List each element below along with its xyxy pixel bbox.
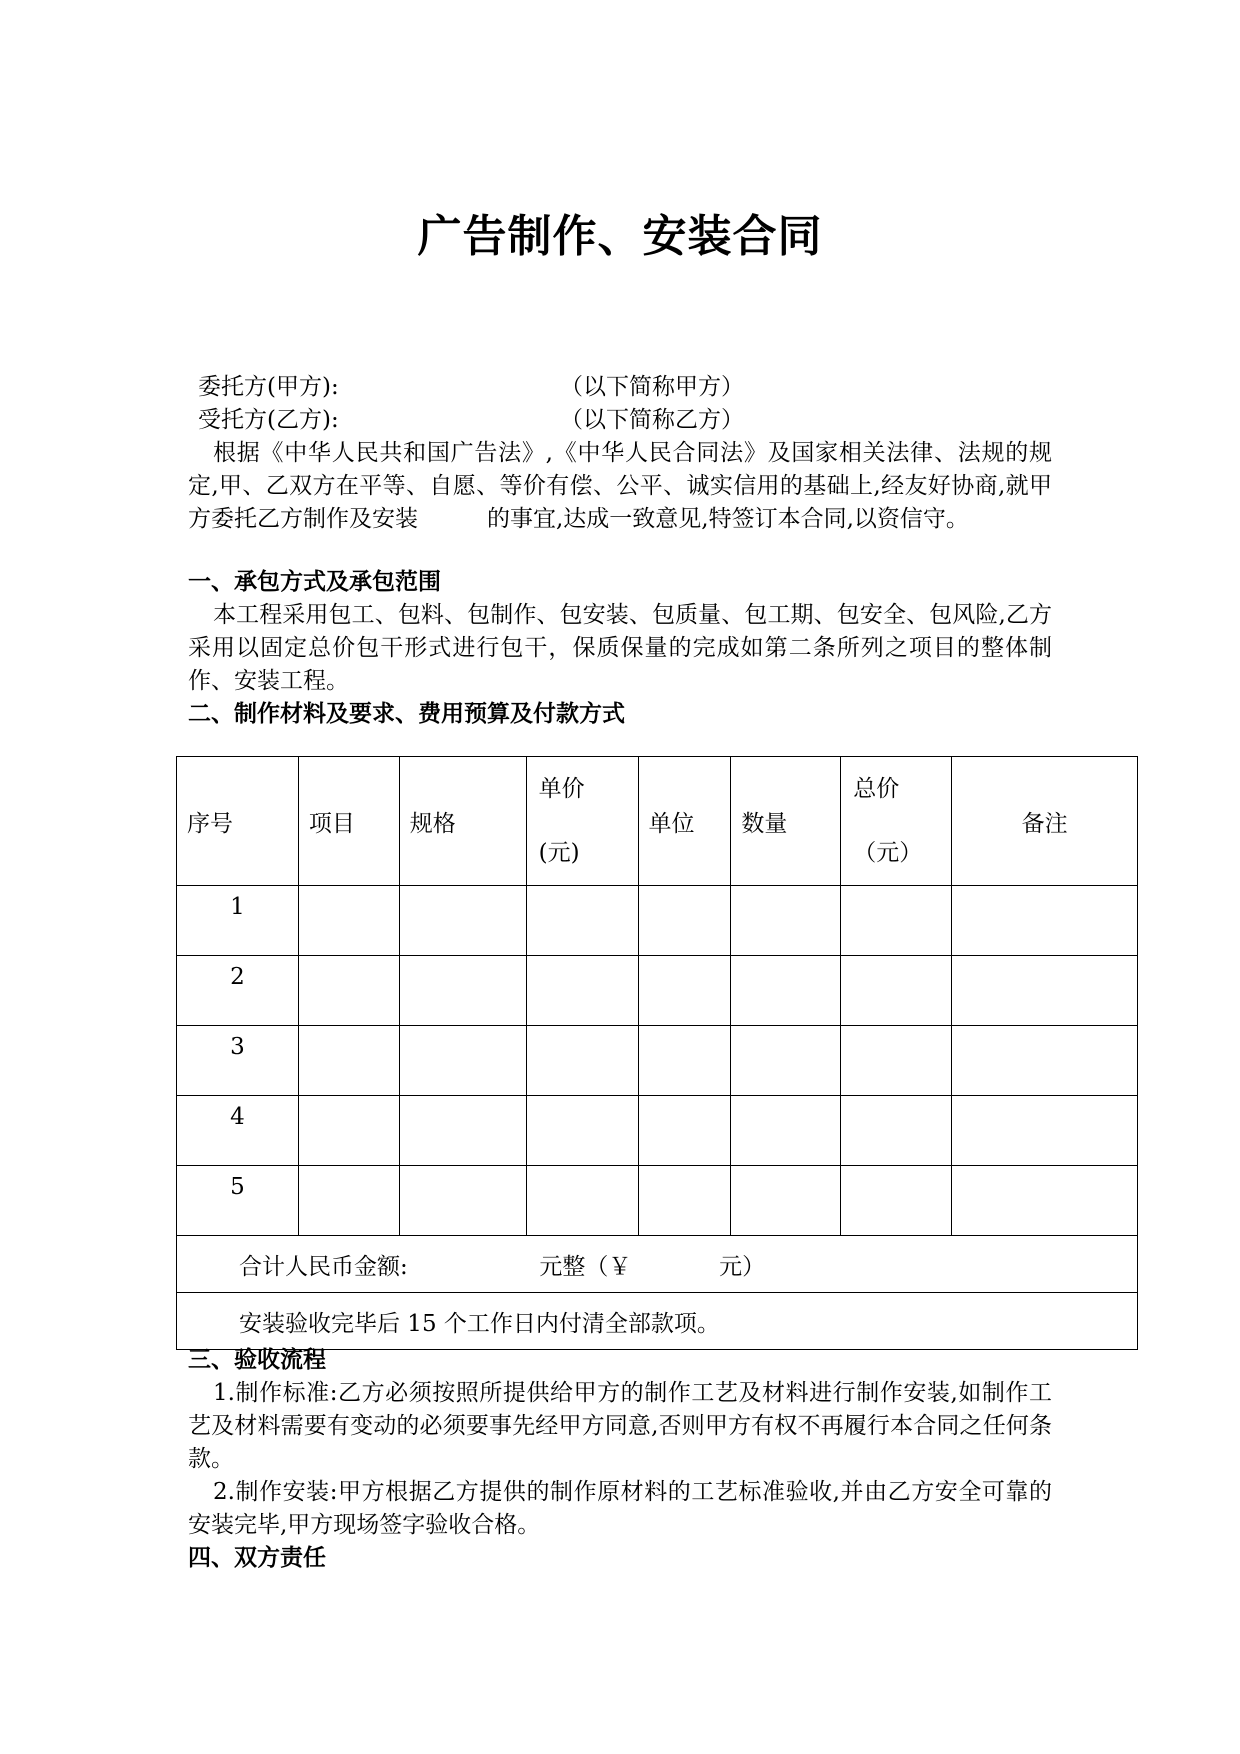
total-amount-label: 合计人民币金额:	[239, 1253, 408, 1280]
header-remark: 备注	[952, 757, 1138, 886]
header-spec: 规格	[399, 757, 526, 886]
cell-spec	[399, 1096, 526, 1166]
cell-total	[841, 1096, 952, 1166]
cell-unit	[638, 1026, 731, 1096]
cell-total	[841, 1026, 952, 1096]
cell-unit-price	[526, 1166, 638, 1236]
cell-remark	[952, 886, 1138, 956]
cell-unit	[638, 886, 731, 956]
cell-total	[841, 1166, 952, 1236]
section1-body: 本工程采用包工、包料、包制作、包安装、包质量、包工期、包安全、包风险,乙方采用以固定总价包干形式进行包干，保质保量的完成如第二条所列之项目的整体制作、安装工程。	[188, 602, 1052, 694]
cell-remark	[952, 1166, 1138, 1236]
cell-total	[841, 956, 952, 1026]
cell-qty	[731, 956, 841, 1026]
total-amount-row	[177, 1236, 1138, 1293]
cost-table	[176, 756, 1138, 1350]
header-total	[841, 757, 952, 886]
cell-item	[298, 1096, 399, 1166]
section3-item2: 2.制作安装:甲方根据乙方提供的制作原材料的工艺标准验收,并由乙方安全可靠的安装完毕,甲方现场签字验收合格。	[188, 1479, 1052, 1538]
table-row	[177, 1166, 1138, 1236]
header-total-label: 总价	[853, 776, 900, 802]
cell-item	[298, 886, 399, 956]
party-b-label: 受托方(乙方):	[198, 407, 339, 433]
header-qty: 数量	[731, 757, 841, 886]
cell-remark	[952, 1096, 1138, 1166]
section4-heading: 四、双方责任	[188, 1545, 326, 1571]
cell-qty	[731, 1096, 841, 1166]
payment-terms-cell	[177, 1293, 1138, 1350]
cell-spec	[399, 1026, 526, 1096]
cell-spec	[399, 956, 526, 1026]
header-seq: 序号	[177, 757, 299, 886]
cell-qty	[731, 886, 841, 956]
cell-qty	[731, 1166, 841, 1236]
header-unit: 单位	[638, 757, 731, 886]
row-number: 3	[177, 1026, 299, 1096]
payment-terms-text: 安装验收完毕后 15 个工作日内付清全部款项。	[239, 1310, 720, 1337]
document-title: 广告制作、安装合同	[417, 211, 823, 262]
preamble-paragraph: 根据《中华人民共和国广告法》,《中华人民合同法》及国家相关法律、法规的规定,甲、乙双方在平等、自愿、等价有偿、公平、诚实信用的基础上,经友好协商,就甲方委托乙方制作及安装 的事宜,达成一致意见,特签订本合同,以资信守。	[188, 440, 1052, 532]
row-number: 1	[177, 886, 299, 956]
table-row	[177, 1026, 1138, 1096]
payment-terms-row	[177, 1293, 1138, 1350]
section3-heading: 三、验收流程	[188, 1347, 326, 1373]
cell-spec	[399, 886, 526, 956]
header-unit-price-currency: (元)	[538, 840, 580, 866]
cell-unit	[638, 956, 731, 1026]
section2-heading: 二、制作材料及要求、费用预算及付款方式	[188, 701, 625, 727]
table-header-row	[177, 757, 1138, 886]
cell-remark	[952, 956, 1138, 1026]
section3-item1: 1.制作标准:乙方必须按照所提供给甲方的制作工艺及材料进行制作安装,如制作工艺及材料需要有变动的必须要事先经甲方同意,否则甲方有权不再履行本合同之任何条款。	[188, 1380, 1052, 1472]
total-amount-line	[177, 1248, 1137, 1281]
cell-spec	[399, 1166, 526, 1236]
total-amount-end: 元）	[719, 1253, 766, 1280]
cell-unit	[638, 1166, 731, 1236]
total-amount-yuan: 元整（￥	[539, 1253, 632, 1280]
cell-unit-price	[526, 1096, 638, 1166]
total-amount-cell	[177, 1236, 1138, 1293]
cell-unit	[638, 1096, 731, 1166]
cell-item	[298, 1026, 399, 1096]
header-item: 项目	[298, 757, 399, 886]
row-number: 2	[177, 956, 299, 1026]
cell-item	[298, 956, 399, 1026]
cell-unit-price	[526, 956, 638, 1026]
party-a-line	[198, 371, 744, 404]
table-row	[177, 956, 1138, 1026]
party-b-line	[198, 404, 744, 437]
row-number: 4	[177, 1096, 299, 1166]
cell-item	[298, 1166, 399, 1236]
party-a-note: （以下简称甲方）	[560, 374, 744, 400]
section1-heading: 一、承包方式及承包范围	[188, 569, 441, 595]
party-b-note: （以下简称乙方）	[560, 407, 744, 433]
party-a-label: 委托方(甲方):	[198, 374, 339, 400]
cell-unit-price	[526, 1026, 638, 1096]
table-row	[177, 1096, 1138, 1166]
cell-remark	[952, 1026, 1138, 1096]
row-number: 5	[177, 1166, 299, 1236]
cell-qty	[731, 1026, 841, 1096]
header-total-currency: （元）	[853, 840, 923, 866]
header-unit-price-label: 单价	[538, 776, 585, 802]
cell-unit-price	[526, 886, 638, 956]
header-unit-price	[526, 757, 638, 886]
cell-total	[841, 886, 952, 956]
table-row	[177, 886, 1138, 956]
